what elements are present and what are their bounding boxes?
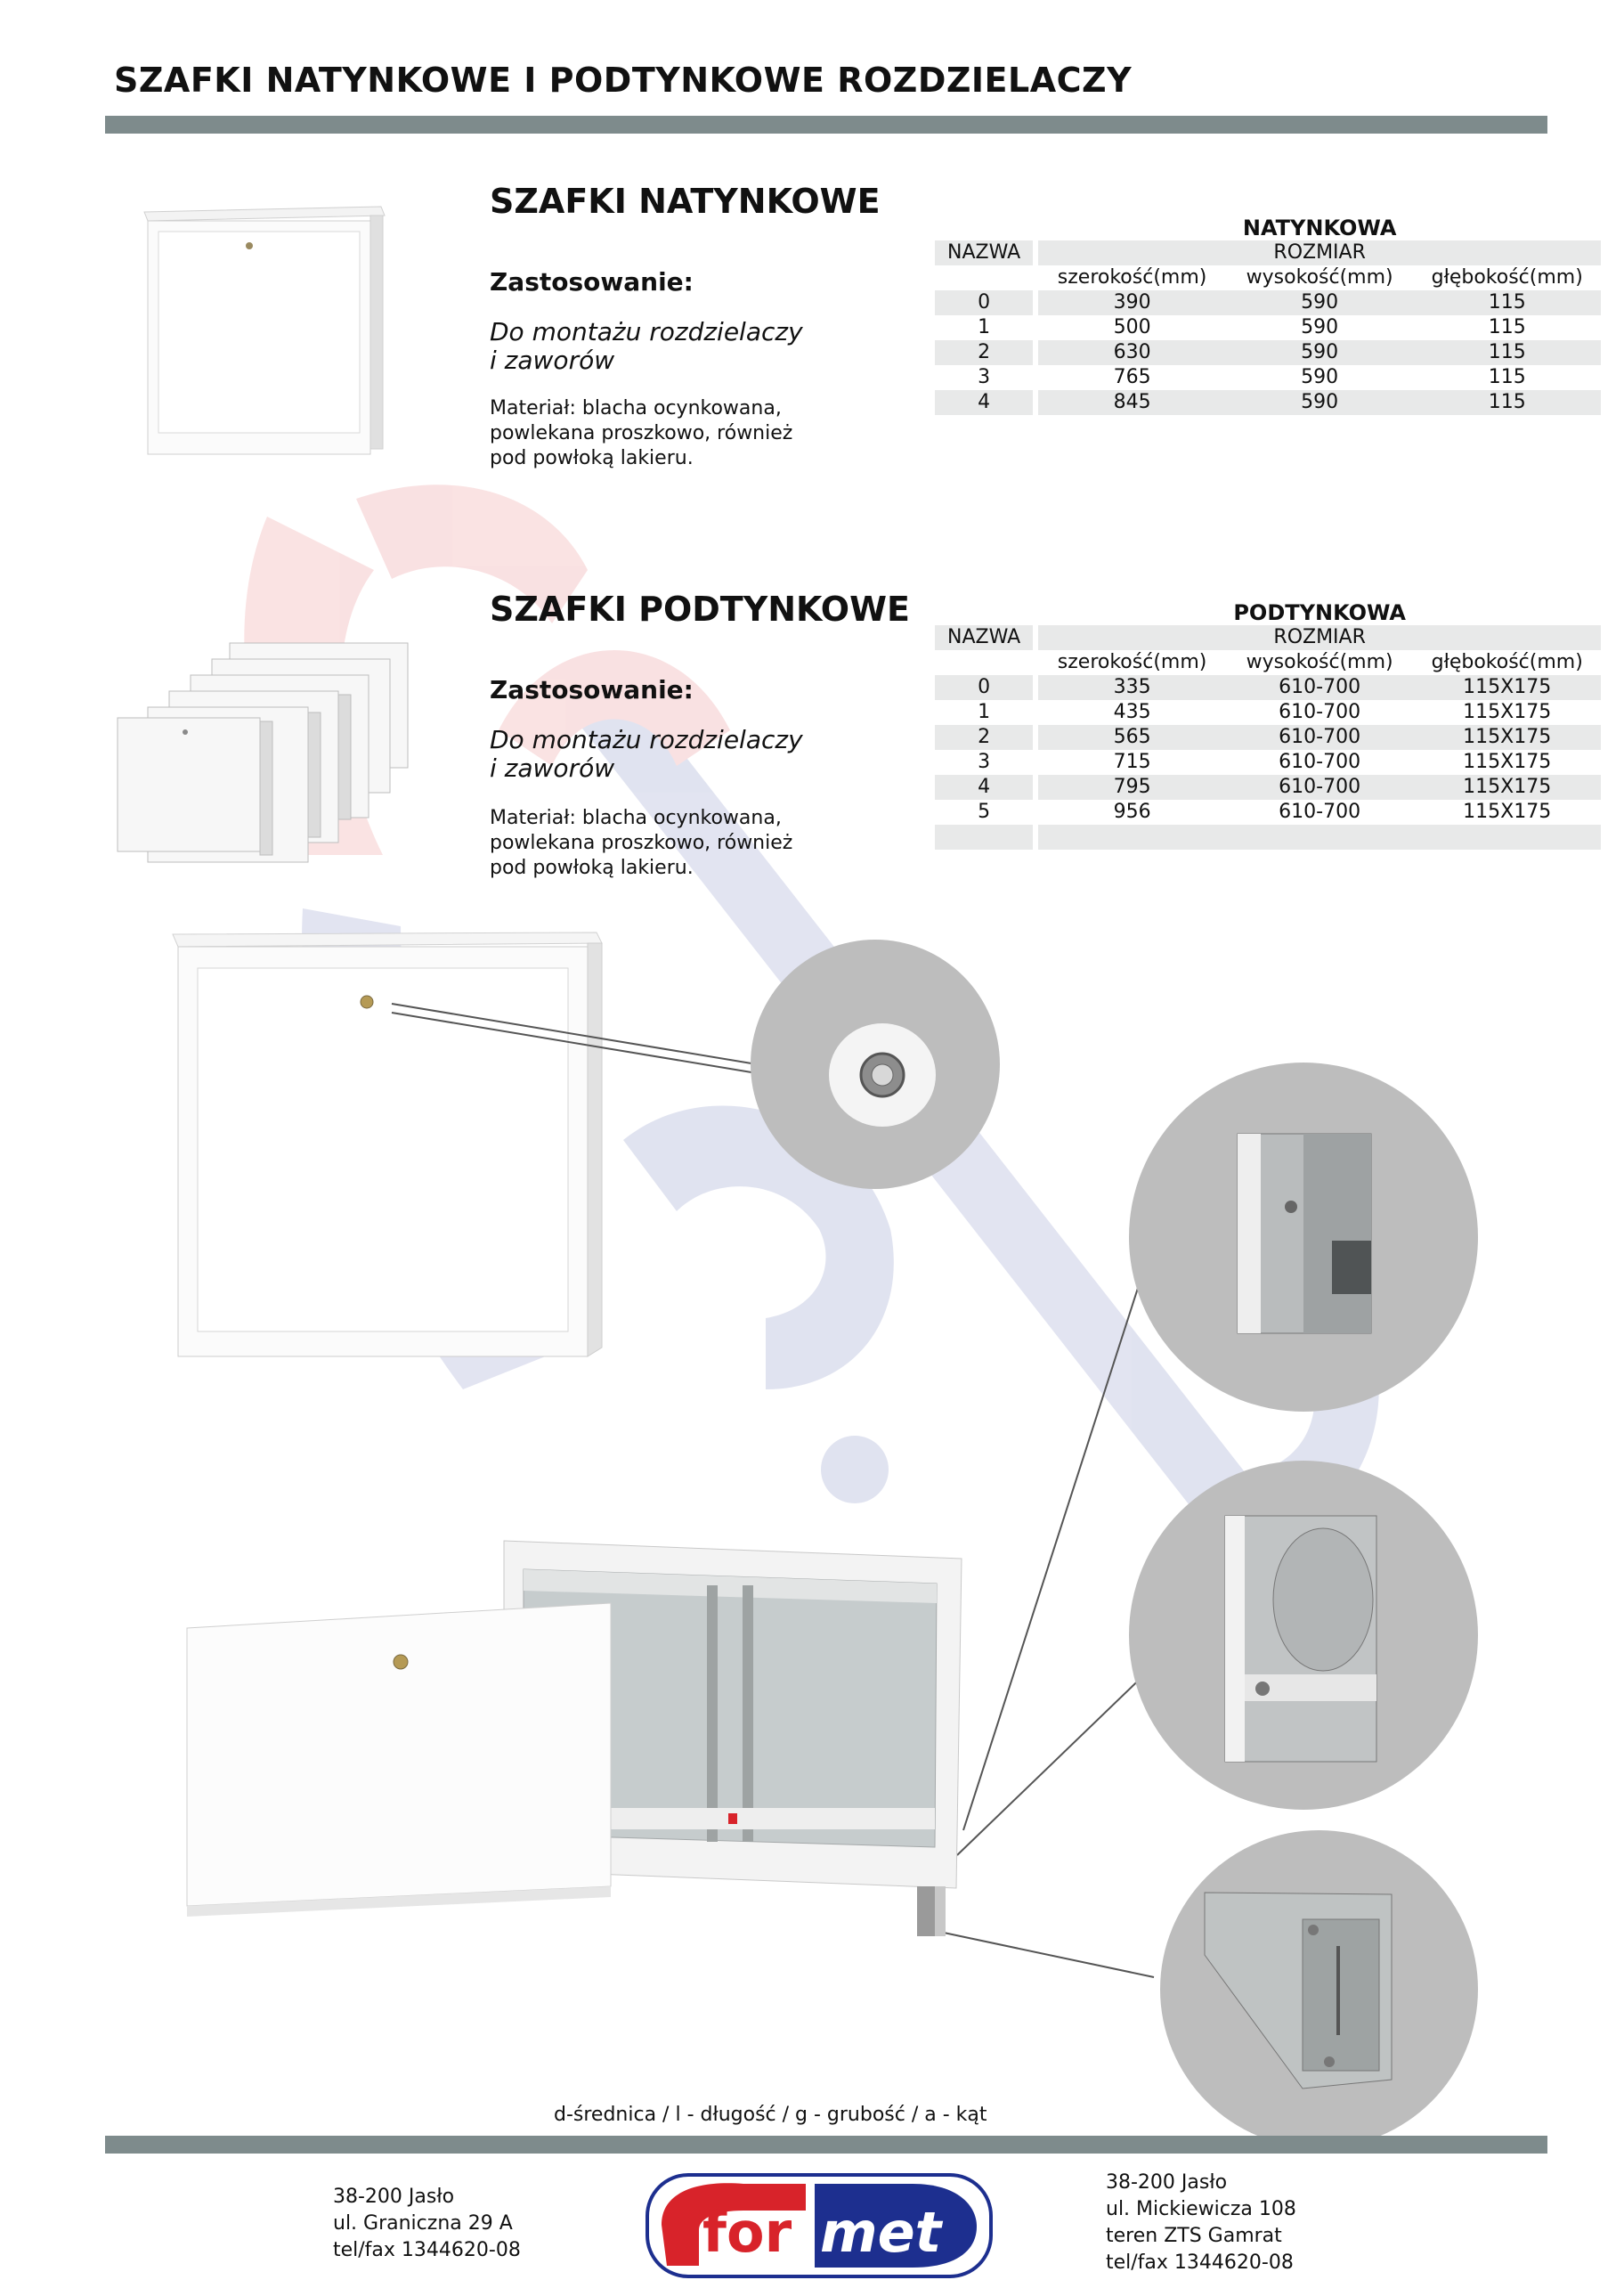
surface-col-height: wysokość(mm) xyxy=(1246,266,1393,289)
abbreviation-legend: d-średnica / l - długość / g - grubość / a - kąt xyxy=(554,2104,987,2126)
flush-usage-line2: i zaworów xyxy=(490,753,615,783)
surface-col-depth: głębokość(mm) xyxy=(1431,266,1583,289)
surface-col-name: NAZWA xyxy=(935,240,1033,265)
flush-table-caption: PODTYNKOWA xyxy=(1233,600,1406,625)
footer-divider xyxy=(105,2136,1547,2154)
flush-usage-label: Zastosowanie: xyxy=(490,675,694,704)
bracket-detail-circle xyxy=(1160,1830,1478,2148)
flush-col-depth: głębokość(mm) xyxy=(1431,651,1583,673)
flush-usage-line1: Do montażu rozdzielaczy xyxy=(490,725,803,754)
surface-usage-line1: Do montażu rozdzielaczy xyxy=(490,317,803,346)
flush-material-line3: pod powłoką lakieru. xyxy=(490,857,694,879)
surface-material-line3: pod powłoką lakieru. xyxy=(490,447,694,469)
table-row: 3 765 590 115 xyxy=(978,366,1526,388)
flush-col-height: wysokość(mm) xyxy=(1246,651,1393,673)
footer-address-right: 38-200 Jasło ul. Mickiewicza 108 teren ZTS Gamrat tel/fax 1344620-08 xyxy=(1106,2171,1296,2274)
bracket-icon xyxy=(1160,1830,1478,2148)
flush-material-line1: Materiał: blacha ocynkowana, xyxy=(490,807,782,829)
page-title: SZAFKI NATYNKOWE I PODTYNKOWE ROZDZIELACZY xyxy=(114,61,1133,100)
surface-usage-label: Zastosowanie: xyxy=(490,267,694,297)
lock-detail-circle xyxy=(751,940,1000,1189)
lock-icon xyxy=(751,940,1000,1189)
table-row: 4 845 590 115 xyxy=(935,390,1601,415)
surface-table-caption: NATYNKOWA xyxy=(1242,216,1397,240)
surface-col-size: ROZMIAR xyxy=(1038,240,1601,265)
surface-col-width: szerokość(mm) xyxy=(1057,266,1207,289)
footer-address-left: 38-200 Jasło ul. Graniczna 29 A tel/fax 1344620-08 xyxy=(333,2186,521,2261)
flush-cabinet-open-image xyxy=(178,1532,979,1995)
hinge-detail-circle xyxy=(1129,1063,1478,1412)
table-row: 3 715 610-700 115X175 xyxy=(978,751,1552,773)
surface-material-line2: powlekana proszkowo, również xyxy=(490,422,793,444)
table-row: 1 435 610-700 115X175 xyxy=(978,701,1552,723)
surface-usage-line2: i zaworów xyxy=(490,346,615,375)
table-row: 4 795 610-700 115X175 xyxy=(935,775,1601,800)
surface-heading: SZAFKI NATYNKOWE xyxy=(490,182,881,221)
flush-material-line2: powlekana proszkowo, również xyxy=(490,832,793,854)
table-row: 0 390 590 115 xyxy=(935,290,1601,315)
knockout-detail-circle xyxy=(1129,1461,1478,1810)
table-row: 5 956 610-700 115X175 xyxy=(978,801,1552,823)
table-row: 2 565 610-700 115X175 xyxy=(935,725,1601,750)
flush-col-name: NAZWA xyxy=(935,625,1033,650)
flush-col-width: szerokość(mm) xyxy=(1057,651,1207,673)
table-row: 0 335 610-700 115X175 xyxy=(935,675,1601,700)
flush-heading: SZAFKI PODTYNKOWE xyxy=(490,590,910,629)
formet-logo xyxy=(646,2173,993,2278)
surface-material-line1: Materiał: blacha ocynkowana, xyxy=(490,397,782,419)
svg-text:for: for xyxy=(702,2200,792,2265)
flush-col-size: ROZMIAR xyxy=(1038,625,1601,650)
table-row: 2 630 590 115 xyxy=(935,340,1601,365)
hinge-icon xyxy=(1129,1063,1478,1412)
table-row: 1 500 590 115 xyxy=(978,316,1526,338)
knockout-icon xyxy=(1129,1461,1478,1810)
svg-text:met: met xyxy=(820,2200,942,2265)
